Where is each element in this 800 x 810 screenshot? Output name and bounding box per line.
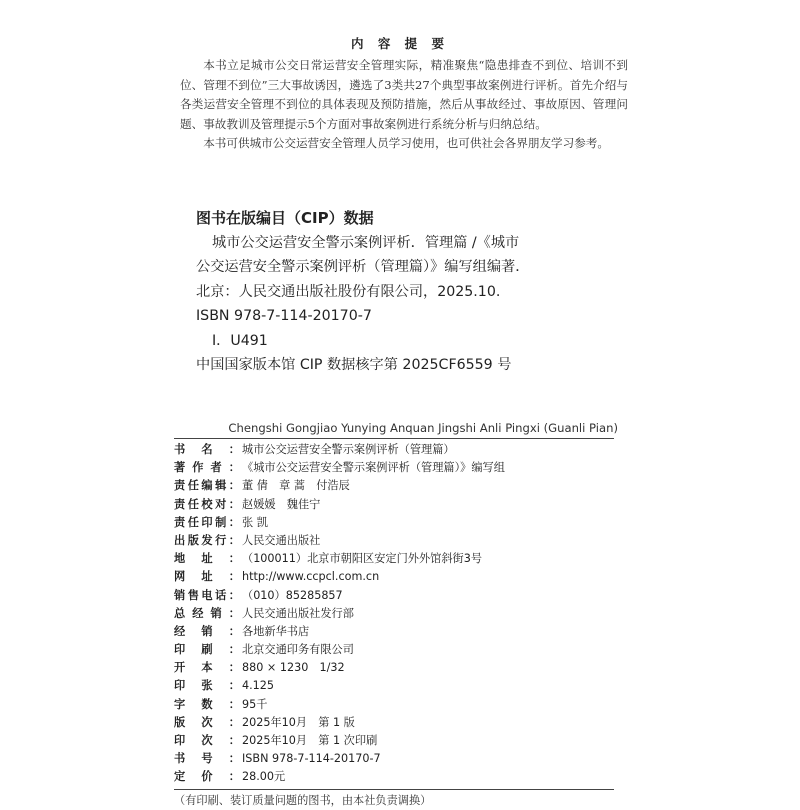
colophon-value: 《城市公交运营安全警示案例评析（管理篇）》编写组 — [242, 461, 505, 475]
colophon-label: 经销： — [174, 624, 240, 638]
divider — [174, 438, 614, 439]
colophon-value: 2025年10月 第 1 次印刷 — [242, 734, 378, 747]
colophon-rows — [174, 441, 614, 787]
colophon-row — [174, 550, 614, 568]
colophon-row — [174, 641, 614, 659]
colophon-row — [174, 768, 614, 786]
cip-heading: 图书在版编目（CIP）数据 — [196, 209, 374, 227]
cip-line: ISBN 978-7-114-20170-7 — [196, 308, 372, 325]
cip-line: 公交运营安全警示案例评析（管理篇）》编写组编著． — [196, 259, 530, 276]
colophon-value: 95千 — [242, 697, 268, 711]
colophon-value: 各地新华书店 — [242, 624, 310, 638]
colophon-label: 销售电话： — [174, 588, 240, 602]
colophon-value: 北京交通印务有限公司 — [242, 643, 354, 657]
colophon-row — [174, 732, 614, 750]
colophon-row — [174, 750, 614, 768]
quality-note: （有印刷、装订质量问题的图书，由本社负责调换） — [174, 793, 432, 807]
colophon-row — [174, 477, 614, 495]
colophon-label: 书号： — [174, 752, 240, 766]
cip-line: 中国国家版本馆 CIP 数据核字第 2025CF6559 号 — [196, 356, 512, 373]
summary-text — [180, 56, 628, 154]
colophon-label: 总经销： — [174, 606, 240, 620]
colophon-label: 开本： — [174, 661, 240, 675]
colophon-row — [174, 459, 614, 477]
colophon-label: 定价： — [174, 770, 240, 784]
summary-paragraph: 本书可供城市公交运营安全管理人员学习使用，也可供社会各界朋友学习参考。 — [203, 136, 609, 151]
colophon-label: 印刷： — [174, 643, 240, 657]
colophon-value: 张 凯 — [242, 515, 268, 529]
colophon-label: 责任校对： — [174, 497, 240, 511]
colophon-label: 字数： — [174, 697, 240, 711]
colophon-value: 880 × 1230 1/32 — [242, 661, 345, 675]
colophon-label: 书名： — [174, 443, 240, 456]
colophon — [174, 418, 618, 810]
cip-line: 北京：人民交通出版社股份有限公司，2025.10. — [196, 283, 501, 300]
colophon-row — [174, 623, 614, 641]
cip-line: Ⅰ．U491 — [212, 332, 268, 349]
colophon-value: 城市公交运营安全警示案例评析（管理篇） — [242, 443, 455, 456]
colophon-value: （010）85285857 — [242, 588, 343, 602]
colophon-row — [174, 677, 614, 695]
colophon-label: 版次： — [174, 715, 240, 729]
colophon-row — [174, 514, 614, 532]
cip-line: 城市公交运营安全警示案例评析．管理篇 /《城市 — [212, 235, 520, 251]
pinyin-title: Chengshi Gongjiao Yunying Anquan Jingshi Anli Pingxi (Guanli Pian) — [228, 421, 618, 435]
colophon-row — [174, 696, 614, 714]
colophon-label: 印张： — [174, 679, 240, 693]
colophon-value: ISBN 978-7-114-20170-7 — [242, 752, 381, 766]
colophon-label: 出版发行： — [174, 533, 240, 547]
colophon-value: （100011）北京市朝阳区安定门外外馆斜街3号 — [242, 552, 483, 566]
colophon-row — [174, 496, 614, 514]
colophon-row — [174, 441, 614, 459]
divider — [174, 789, 614, 790]
colophon-label: 印次： — [174, 734, 240, 747]
colophon-value: 人民交通出版社 — [242, 533, 321, 547]
colophon-label: 责任编辑： — [174, 479, 240, 493]
colophon-label: 网址： — [174, 570, 240, 584]
colophon-label: 地址： — [174, 552, 240, 566]
colophon-row — [174, 587, 614, 605]
colophon-row — [174, 605, 614, 623]
colophon-value: http://www.ccpcl.com.cn — [242, 570, 380, 584]
colophon-row — [174, 659, 614, 677]
colophon-value: 2025年10月 第 1 版 — [242, 715, 355, 729]
colophon-value: 人民交通出版社发行部 — [242, 606, 354, 620]
colophon-value: 赵媛媛 魏佳宁 — [242, 497, 321, 511]
cip-block — [196, 206, 616, 377]
colophon-value: 28.00元 — [242, 770, 286, 784]
colophon-row — [174, 568, 614, 586]
summary-paragraph: 本书立足城市公交日常运营安全管理实际，精准聚焦“隐患排查不到位、培训不到位、管理不到位”三大事故诱因，遴选了3类共27个典型事故案例进行评析。首先介绍与各类运营安全管理不到位的具体表现及预防措施，然后从事故经过、事故原因、管理问题、事故教训及管理提示5个方面对事故案例进行系统分析与归纳总结。 — [180, 58, 628, 131]
colophon-row — [174, 714, 614, 732]
colophon-value: 4.125 — [242, 679, 275, 693]
colophon-value: 董 倩 章 蒿 付浩辰 — [242, 479, 350, 493]
summary-title: 内 容 提 要 — [350, 36, 450, 51]
colophon-label: 责任印制： — [174, 515, 240, 529]
colophon-label: 著作者： — [174, 461, 240, 475]
colophon-row — [174, 532, 614, 550]
